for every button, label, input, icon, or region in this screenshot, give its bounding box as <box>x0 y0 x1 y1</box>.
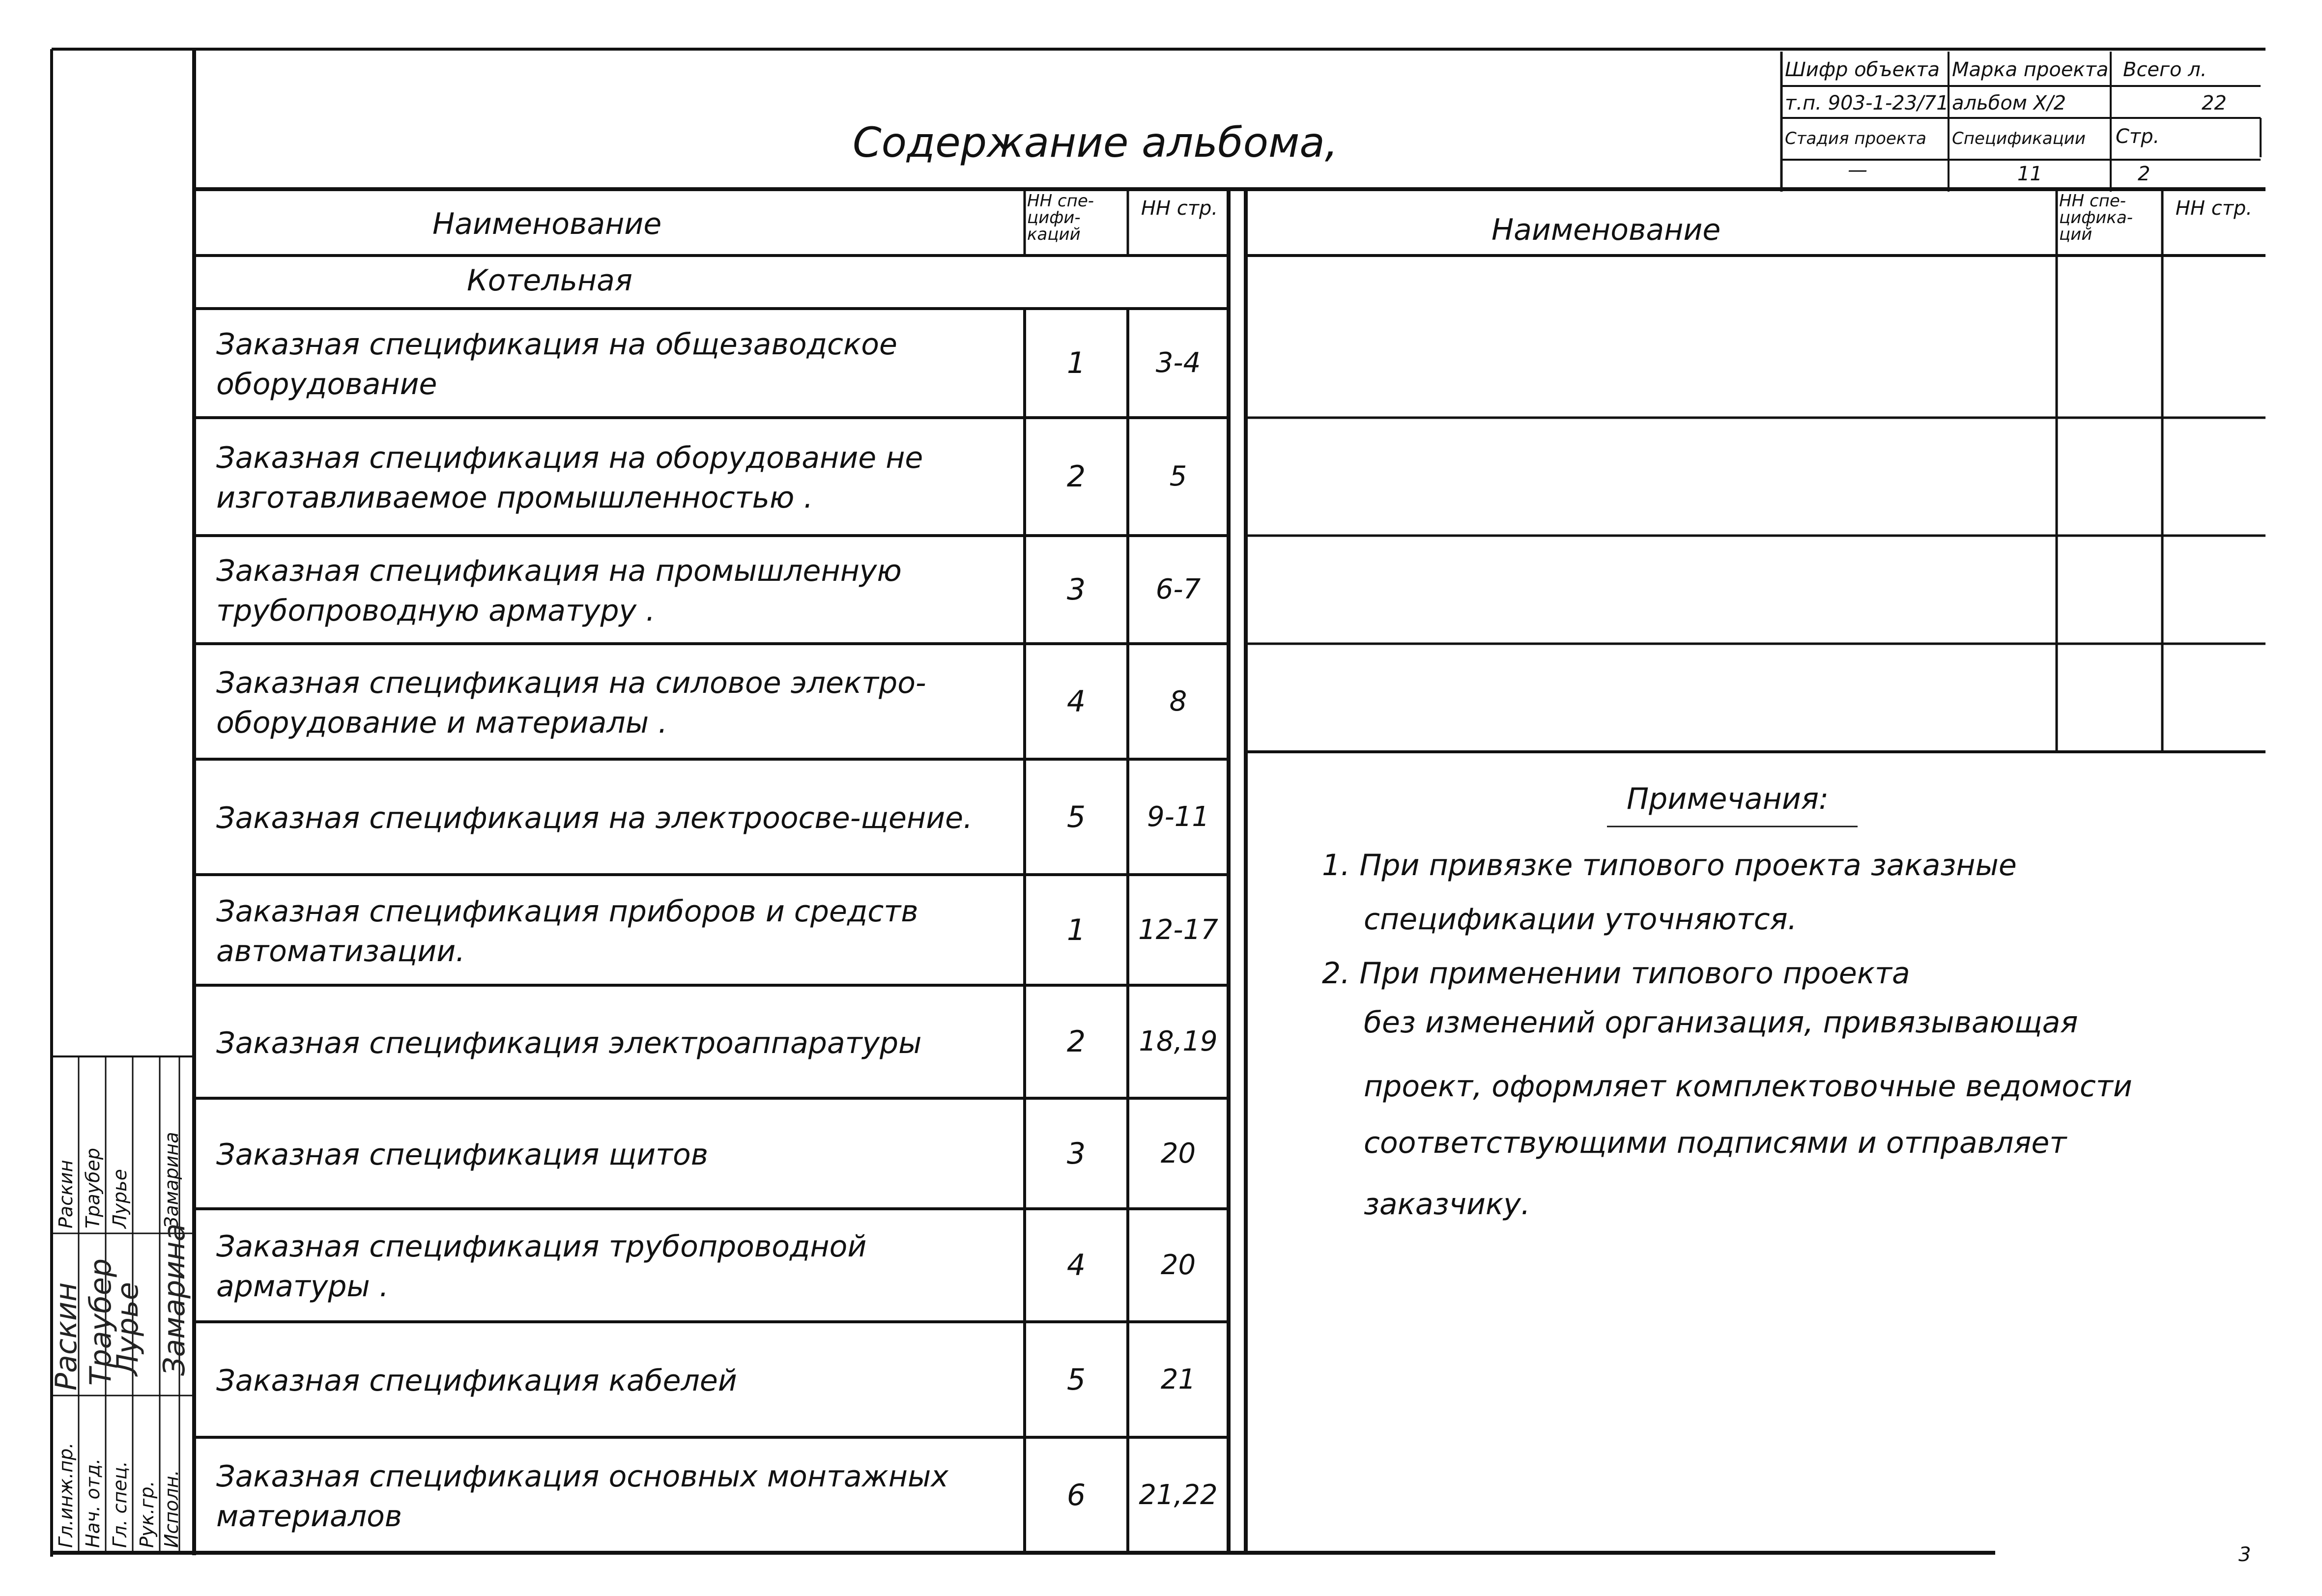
row-name: Заказная спецификация основных монтажных материалов <box>216 1459 948 1534</box>
stamp-v5: 11 <box>2017 163 2042 185</box>
row-name: Заказная спецификация на общезаводское оборудование <box>216 327 897 401</box>
page-mark: 3 <box>2238 1543 2251 1566</box>
side-role-2: Нач. отд. <box>82 1458 104 1548</box>
stamp-v1: т.п. 903-1-23/71 <box>1785 92 1949 114</box>
row-spec-number: 5 <box>1066 1362 1086 1397</box>
note2-line2: без изменений организация, привязывающая <box>1364 1005 2078 1040</box>
right-col-spec: НН спе-цифика-ций <box>2059 191 2133 244</box>
row-name: Заказная спецификация на оборудование не изготавливаемое промышленностью . <box>216 441 923 515</box>
stamp-v6: 2 <box>2138 163 2150 185</box>
row-page-number: 9-11 <box>1147 800 1210 833</box>
note1-line2: спецификации уточняются. <box>1364 902 1797 937</box>
row-name: Заказная спецификация на электроосве-щение. <box>216 801 973 835</box>
row-name: Заказная спецификация на силовое электро-оборудование и материалы . <box>216 665 926 740</box>
left-col-spec: НН спе-цифи-каций <box>1027 191 1094 244</box>
side-role-3: Гл. спец. <box>109 1461 131 1548</box>
side-role-1: Гл.инж.пр. <box>55 1442 77 1548</box>
row-page-number: 18,19 <box>1139 1026 1218 1058</box>
row-spec-number: 2 <box>1066 1025 1086 1059</box>
signature-4: Замарина <box>157 1223 192 1376</box>
section-heading: Котельная <box>467 263 632 298</box>
side-role-5: Исполн. <box>161 1470 182 1548</box>
row-name: Заказная спецификация электроаппаратуры <box>216 1026 922 1060</box>
row-page-number: 5 <box>1169 460 1187 493</box>
right-col-name: Наименование <box>1491 213 1721 247</box>
stamp-h3: Всего л. <box>2123 58 2207 81</box>
row-page-number: 12-17 <box>1138 913 1218 946</box>
row-page-number: 20 <box>1160 1249 1196 1282</box>
stamp-h4: Стадия проекта <box>1785 129 1926 148</box>
stamp-h1: Шифр объекта <box>1785 58 1940 81</box>
row-page-number: 3-4 <box>1155 347 1201 379</box>
row-name: Заказная спецификация на промышленную трубопроводную арматуру . <box>216 554 902 628</box>
side-name-3: Лурье <box>109 1169 131 1228</box>
page-title: Содержание альбома, <box>853 118 1338 167</box>
row-name: Заказная спецификация кабелей <box>216 1364 737 1398</box>
right-col-page: НН стр. <box>2175 197 2253 220</box>
side-name-2: Траубер <box>82 1147 104 1228</box>
left-col-name: Наименование <box>432 207 662 241</box>
stamp-v2: альбом X/2 <box>1952 92 2066 114</box>
left-col-page: НН стр. <box>1141 197 1218 220</box>
stamp-h6: Стр. <box>2116 125 2160 148</box>
note2-line4: соответствующими подписями и отправляет <box>1364 1126 2067 1160</box>
row-name: Заказная спецификация щитов <box>216 1138 709 1172</box>
note2-line1: 2. При применении типового проекта <box>1322 956 1910 991</box>
row-spec-number: 6 <box>1066 1478 1086 1512</box>
stamp-v3: 22 <box>2202 92 2227 114</box>
row-page-number: 21 <box>1160 1363 1196 1396</box>
note1-line1: 1. При привязке типового проекта заказные <box>1322 848 2017 883</box>
row-page-number: 20 <box>1160 1137 1196 1169</box>
row-spec-number: 2 <box>1066 459 1086 494</box>
stamp-h2: Марка проекта <box>1952 58 2109 81</box>
row-name: Заказная спецификация трубопроводной арматуры . <box>216 1229 867 1304</box>
side-name-1: Раскин <box>55 1160 77 1228</box>
row-spec-number: 1 <box>1066 912 1086 947</box>
row-page-number: 8 <box>1169 685 1187 717</box>
note2-line3: проект, оформляет комплектовочные ведомости <box>1364 1069 2132 1104</box>
signature-2: Траубер <box>84 1258 118 1386</box>
side-role-4: Рук.гр. <box>136 1481 158 1548</box>
notes-title: Примечания: <box>1627 782 1829 816</box>
note2-line5: заказчику. <box>1364 1187 1530 1222</box>
row-spec-number: 3 <box>1066 572 1086 607</box>
row-spec-number: 3 <box>1066 1136 1086 1171</box>
row-page-number: 21,22 <box>1139 1479 1218 1511</box>
row-name: Заказная спецификация приборов и средств автоматизации. <box>216 894 918 969</box>
row-spec-number: 5 <box>1066 799 1086 834</box>
row-page-number: 6-7 <box>1155 573 1201 606</box>
row-spec-number: 4 <box>1066 1248 1086 1282</box>
row-spec-number: 1 <box>1066 346 1086 380</box>
side-name-5: Замарина <box>161 1132 182 1228</box>
stamp-h5: Спецификации <box>1952 129 2086 148</box>
row-spec-number: 4 <box>1066 684 1086 719</box>
signature-3: Лурье <box>111 1282 145 1376</box>
signature-1: Раскин <box>49 1282 84 1391</box>
stamp-v4: — <box>1848 159 1867 181</box>
